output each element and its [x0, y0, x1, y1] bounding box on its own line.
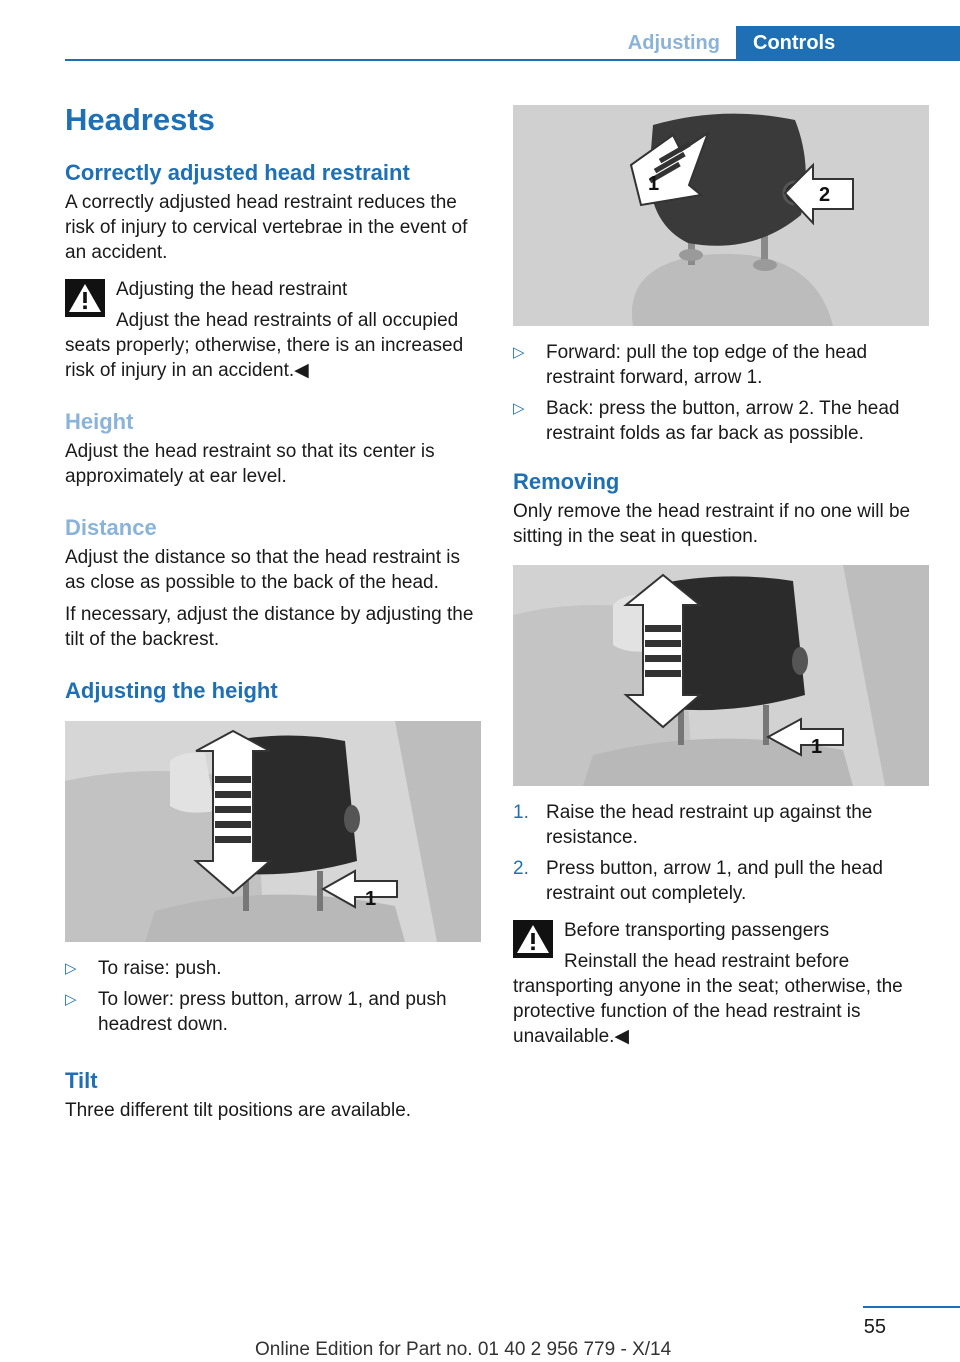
left-column	[65, 100, 481, 1123]
list-marker-icon: ▷	[513, 400, 525, 417]
list-item: ▷ To lower: press button, arrow 1, and push headrest down.	[65, 989, 447, 1035]
correct-heading: Correctly adjusted head restraint	[65, 160, 410, 185]
figure-label-1: 1	[811, 736, 823, 758]
warning-triangle-icon	[65, 279, 105, 317]
warning-triangle-icon	[513, 920, 553, 958]
warning-text: Adjust the head restraints of all occupied seats properly; otherwise, there is an increased risk of injury in an accident.◀	[65, 310, 464, 381]
list-marker-icon: ▷	[65, 960, 77, 977]
footer-edition: Online Edition for Part no. 01 40 2 956 779 - X/14	[255, 1339, 672, 1360]
tilt-text: Three different tilt positions are available.	[65, 1100, 412, 1121]
warning-passengers	[513, 918, 929, 1049]
warning-adjusting	[65, 277, 481, 383]
figure-height-adjust	[65, 721, 481, 942]
tilt-heading: Tilt	[65, 1068, 98, 1093]
removing-steps-list	[513, 800, 929, 906]
list-marker-icon: ▷	[513, 344, 525, 361]
removing-text: Only remove the head restraint if no one will be sitting in the seat in question.	[513, 501, 911, 547]
figure-removing	[513, 565, 929, 786]
page-number: 55	[863, 1316, 886, 1338]
right-column	[513, 105, 929, 1049]
list-marker-icon: ▷	[65, 991, 77, 1008]
list-item: ▷ Forward: pull the top edge of the head restraint forward, arrow 1.	[513, 342, 868, 388]
tilt-steps-list	[513, 340, 929, 446]
warning-text: Reinstall the head restraint before transporting anyone in the seat; otherwise, the protective function of the head restraint is unavailable.◀	[513, 951, 903, 1047]
correct-text: A correctly adjusted head restraint reduces the risk of injury to cervical vertebrae in the event of an accident.	[65, 192, 468, 263]
distance-text-1: Adjust the distance so that the head restraint is as close as possible to the back of the head.	[65, 547, 461, 593]
list-item: 2. Press button, arrow 1, and pull the head restraint out completely.	[513, 858, 883, 904]
footer-rule	[863, 1306, 960, 1308]
warning-title: Before transporting passengers	[564, 920, 830, 941]
distance-text-2: If necessary, adjust the distance by adjusting the tilt of the backrest.	[65, 604, 474, 650]
height-text: Adjust the head restraint so that its center is approximately at ear level.	[65, 441, 435, 487]
height-heading: Height	[65, 409, 134, 434]
header-chapter-tab: Controls	[736, 26, 960, 61]
figure-label-2: 2	[819, 184, 831, 206]
height-steps-list	[65, 956, 481, 1037]
removing-heading: Removing	[513, 469, 620, 494]
figure-label-1: 1	[648, 173, 660, 195]
step-number: 2.	[513, 858, 529, 879]
list-item: 1. Raise the head restraint up against the resistance.	[513, 802, 873, 848]
adjusting-height-heading: Adjusting the height	[65, 678, 278, 703]
page-title: Headrests	[65, 102, 215, 137]
list-item: ▷ To raise: push.	[65, 958, 222, 979]
header-section: Adjusting	[627, 32, 720, 54]
figure-tilt	[513, 105, 929, 326]
list-item: ▷ Back: press the button, arrow 2. The head restraint folds as far back as possible.	[513, 398, 900, 444]
figure-label-1: 1	[365, 888, 377, 910]
step-number: 1.	[513, 802, 529, 823]
warning-title: Adjusting the head restraint	[116, 279, 348, 300]
header-rule	[65, 59, 960, 61]
distance-heading: Distance	[65, 515, 157, 540]
